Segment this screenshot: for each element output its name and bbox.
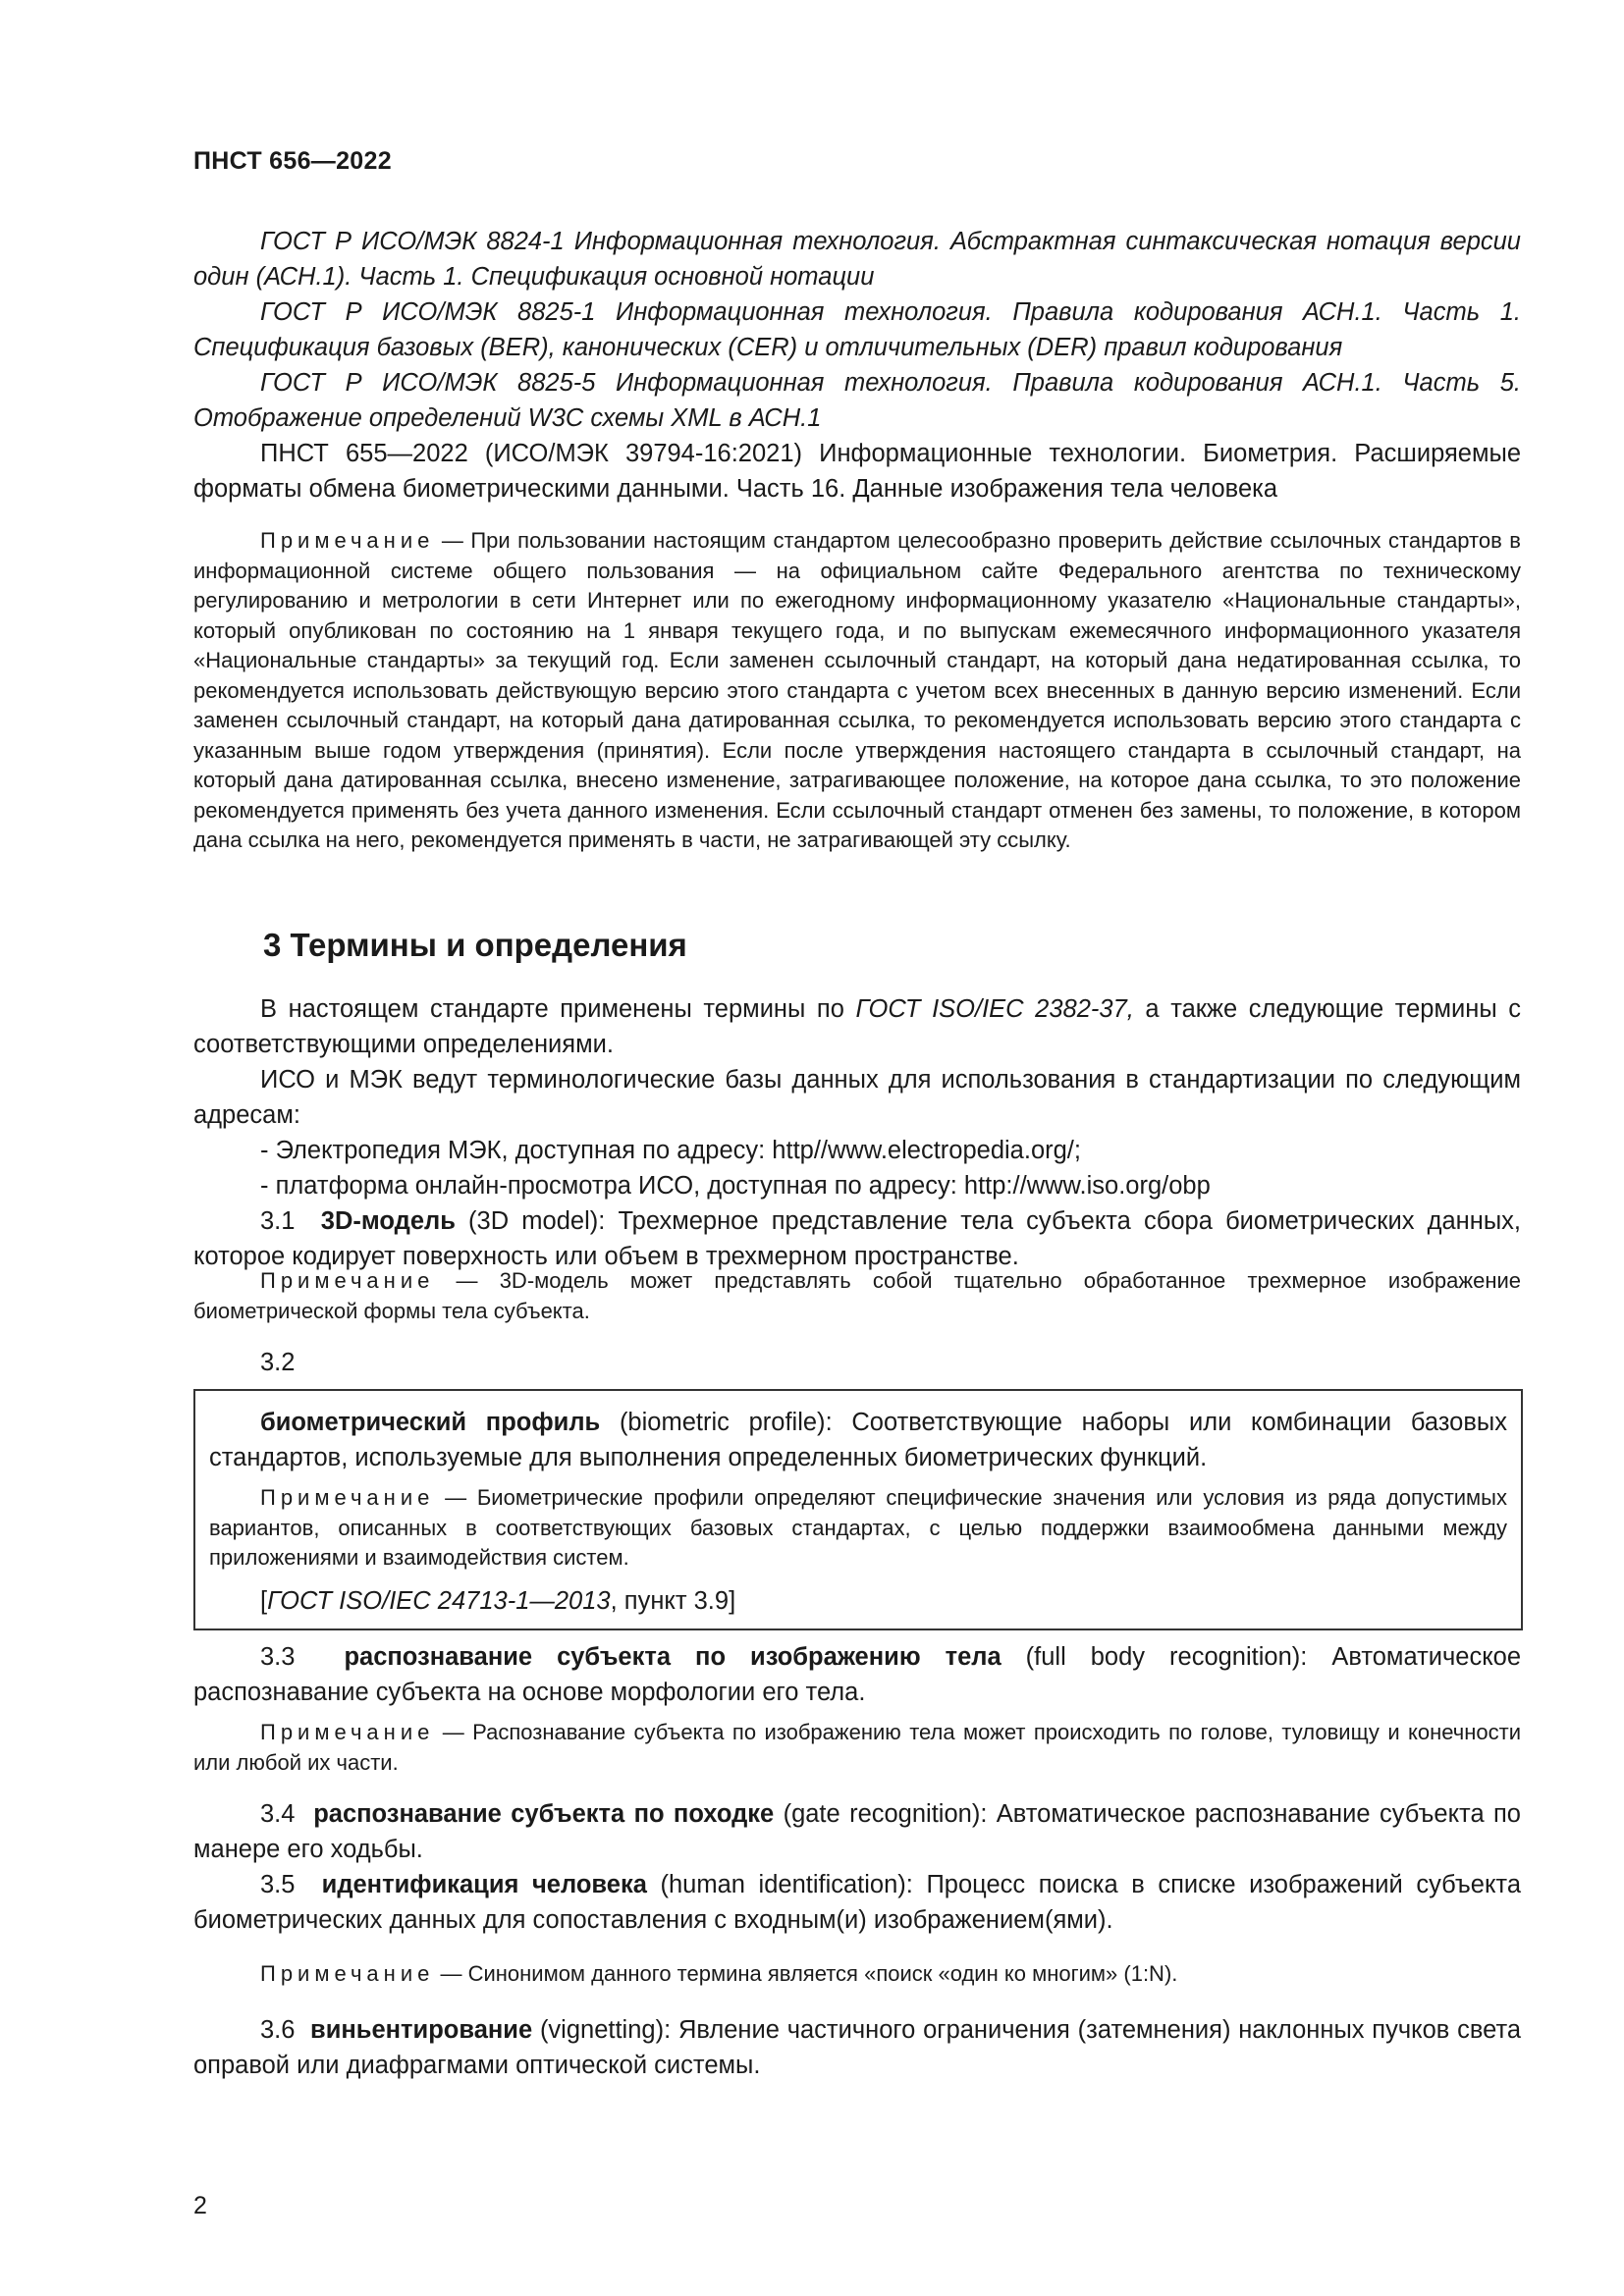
note-paragraph xyxy=(193,1266,1521,1326)
term-english: (gate recognition) xyxy=(774,1800,981,1828)
term-3-1-note xyxy=(193,1266,1521,1326)
section-title: 3 Термины и определения xyxy=(263,927,687,963)
term-3-4 xyxy=(193,1796,1521,1867)
source-ref: ГОСТ ISO/IEC 24713-1—2013 xyxy=(267,1586,611,1615)
term-number: 3.1 xyxy=(260,1207,296,1235)
term-3-3 xyxy=(193,1639,1521,1710)
references-block xyxy=(193,224,1521,507)
term-3-1 xyxy=(193,1203,1521,1274)
term-definition: : Явление частичного ограничения (затемнения) наклонных пучков света оправой или диафрагмами оптической системы. xyxy=(193,2016,1522,2079)
reference-item-pnst: ПНСТ 655—2022 (ИСО/МЭК 39794-16:2021) Информационные технологии. Биометрия. Расширяемые форматы обмена биометрическими данными. Часть 16. Данные изображения тела человека xyxy=(193,440,1521,503)
term-definition: : Автоматическое распознавание субъекта на основе морфологии его тела. xyxy=(193,1643,1522,1706)
note-paragraph xyxy=(193,526,1521,856)
note-label: Примечание xyxy=(260,528,435,553)
term-name: 3D-модель xyxy=(320,1207,456,1235)
note-text: — Синонимом данного термина является «поиск «один ко многим» (1:N). xyxy=(434,1961,1178,1986)
term-number: 3.4 xyxy=(260,1800,296,1828)
note-paragraph xyxy=(193,1959,1521,1990)
term-number: 3.5 xyxy=(260,1871,296,1898)
page-number: 2 xyxy=(193,2192,207,2219)
term-name: виньентирование xyxy=(310,2016,533,2044)
term-definition: : Автоматическое распознавание субъекта по манере его ходьбы. xyxy=(193,1800,1521,1863)
term-name: идентификация человека xyxy=(321,1871,647,1898)
note-text: — 3D-модель может представлять собой тщательно обработанное трехмерное изображение биометрической формы тела субъекта. xyxy=(193,1268,1521,1323)
note-text: — Биометрические профили определяют специфические значения или условия из ряда допустимых вариантов, описанных в соответствующих базовых стандартах, с целью поддержки взаимообмена данными между приложениями и взаимодействия систем. xyxy=(209,1485,1507,1570)
terms-3-4-3-5 xyxy=(193,1796,1521,1938)
section-intro xyxy=(193,991,1521,1274)
intro-text-b: а также следующие термины с соответствующими определениями. xyxy=(193,995,1521,1058)
term-english: (3D model) xyxy=(455,1207,599,1235)
term-english: (full body recognition) xyxy=(1001,1643,1301,1671)
intro-ref: ГОСТ ISO/IEC 2382-37, xyxy=(855,995,1134,1023)
term-3-2-number xyxy=(193,1345,1521,1380)
term-source xyxy=(209,1583,1507,1619)
term-definition: : Трехмерное представление тела субъекта сбора биометрических данных, которое кодирует поверхность или объем в трехмерном пространстве. xyxy=(193,1207,1521,1270)
term-english: (human identification) xyxy=(646,1871,906,1898)
term-number: 3.6 xyxy=(260,2016,296,2044)
iso-paragraph: ИСО и МЭК ведут терминологические базы данных для использования в стандартизации по следующим адресам: xyxy=(193,1066,1521,1129)
term-3-5 xyxy=(193,1867,1521,1938)
note-label: Примечание xyxy=(260,1485,435,1510)
term-3-3-note xyxy=(193,1718,1521,1778)
reference-item: ГОСТ Р ИСО/МЭК 8824-1 Информационная технология. Абстрактная синтаксическая нотация версии один (АСН.1). Часть 1. Спецификация основной нотации xyxy=(193,228,1521,291)
term-3-6-block xyxy=(193,2012,1521,2083)
section-heading-block xyxy=(193,927,1521,964)
term-3-6 xyxy=(193,2012,1521,2083)
note-paragraph xyxy=(209,1483,1507,1574)
term-number: 3.3 xyxy=(260,1643,296,1671)
term-3-5-note xyxy=(193,1959,1521,1990)
list-item: - платформа онлайн-просмотра ИСО, доступная по адресу: http://www.iso.org/obp xyxy=(260,1172,1211,1200)
term-english: (biometric profile) xyxy=(600,1409,826,1436)
term-name: биометрический профиль xyxy=(260,1409,601,1436)
note-block xyxy=(193,526,1521,856)
intro-text-a: В настоящем стандарте применены термины по xyxy=(260,995,856,1023)
term-3-2 xyxy=(209,1405,1507,1475)
note-label: Примечание xyxy=(260,1961,435,1986)
term-name: распознавание субъекта по походке xyxy=(313,1800,775,1828)
list-item: - Электропедия МЭК, доступная по адресу: http//www.electropedia.org/; xyxy=(260,1137,1081,1164)
note-label: Примечание xyxy=(260,1720,435,1744)
note-text: — Распознавание субъекта по изображению тела может происходить по голове, туловищу и конечности или любой их части. xyxy=(193,1720,1521,1775)
term-3-3-block xyxy=(193,1639,1521,1710)
source-bracket: [ xyxy=(260,1586,268,1615)
note-label: Примечание xyxy=(260,1268,435,1293)
intro-paragraph xyxy=(193,991,1521,1062)
term-definition: : Соответствующие наборы или комбинации базовых стандартов, используемые для выполнения определенных биометрических функций. xyxy=(209,1409,1507,1471)
reference-item: ГОСТ Р ИСО/МЭК 8825-1 Информационная технология. Правила кодирования АСН.1. Часть 1. Спецификация базовых (BER), канонических (CER) и отличительных (DER) правил кодирования xyxy=(193,298,1521,361)
document-header: ПНСТ 656—2022 xyxy=(193,147,392,175)
term-number: 3.2 xyxy=(260,1349,296,1376)
term-name: распознавание субъекта по изображению тела xyxy=(344,1643,1001,1671)
note-paragraph xyxy=(193,1718,1521,1778)
term-definition: : Процесс поиска в списке изображений субъекта биометрических данных для сопоставления с входным(и) изображением(ями). xyxy=(193,1871,1521,1934)
source-tail: , пункт 3.9] xyxy=(610,1586,736,1615)
term-3-2-box xyxy=(193,1389,1523,1630)
reference-item: ГОСТ Р ИСО/МЭК 8825-5 Информационная технология. Правила кодирования АСН.1. Часть 5. Отображение определений W3C схемы XML в АСН.1 xyxy=(193,369,1521,432)
note-text: — При пользовании настоящим стандартом целесообразно проверить действие ссылочных стандартов в информационной системе общего пользования — на официальном сайте Федерального агентства по техническому регулированию и метрологии в сети Интернет или по ежегодному информационному указателю «Национальные стандарты», который опубликован по состоянию на 1 января текущего года, и по выпускам ежемесячного информационного указателя «Национальные стандарты» за текущий год. Если заменен ссылочный стандарт, на который дана недатированная ссылка, то рекомендуется использовать действующую версию этого стандарта с учетом всех внесенных в данную версию изменений. Если заменен ссылочный стандарт, на который дана датированная ссылка, то рекомендуется использовать версию этого стандарта с указанным выше годом утверждения (принятия). Если после утверждения настоящего стандарта в ссылочный стандарт, на который дана датированная ссылка, внесено изменение, затрагивающее положение, на которое дана ссылка, то это положение рекомендуется применять без учета данного изменения. Если ссылочный стандарт отменен без замены, то положение, в котором дана ссылка на него, рекомендуется применять в части, не затрагивающей эту ссылку. xyxy=(193,528,1521,852)
term-english: (vignetting) xyxy=(532,2016,665,2044)
